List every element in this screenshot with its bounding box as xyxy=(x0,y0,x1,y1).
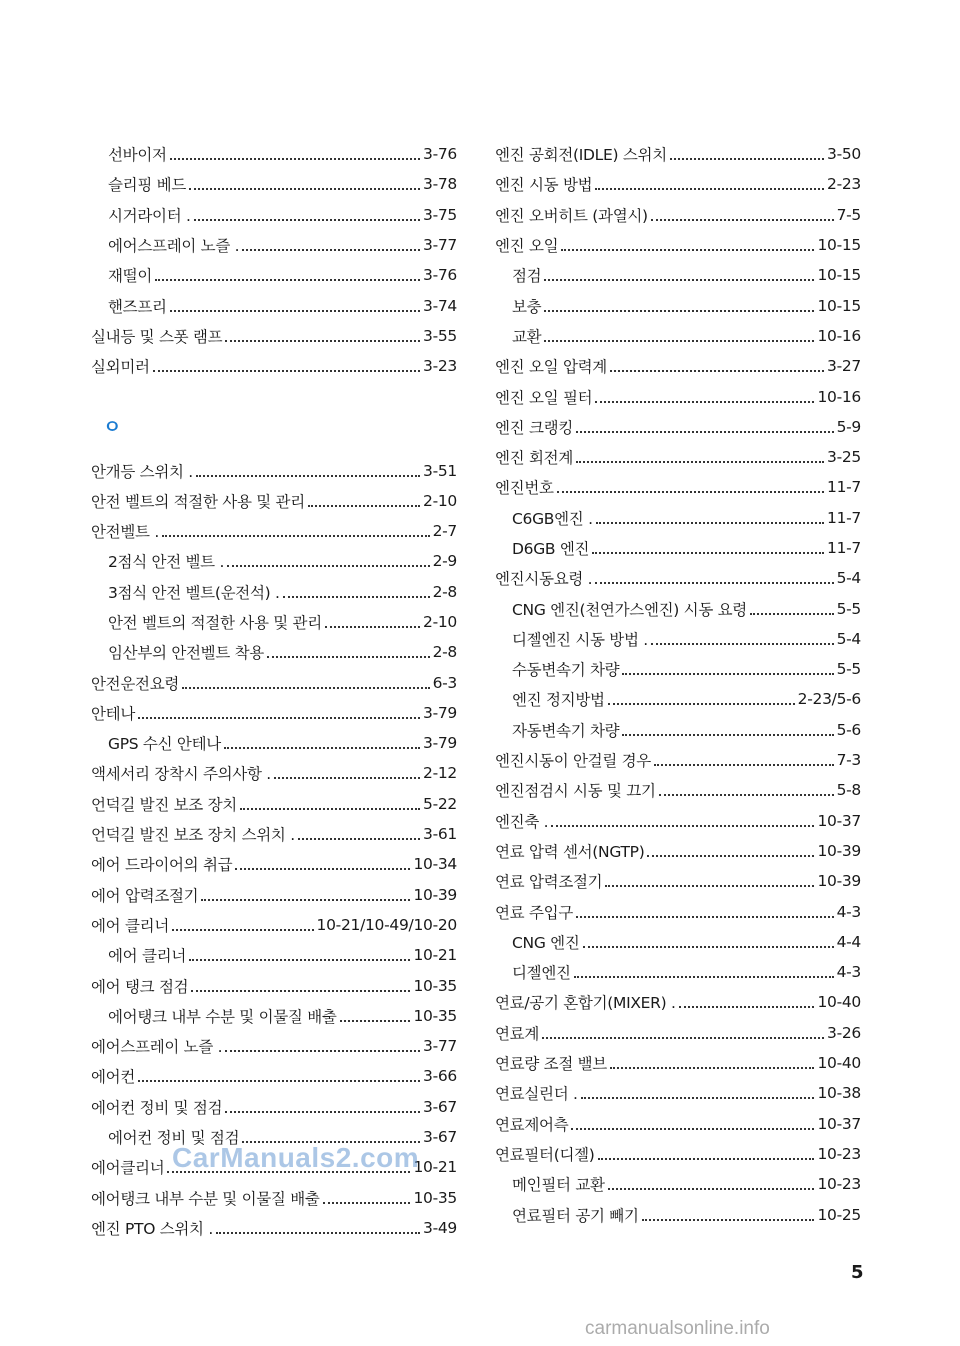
section-heading-ieung: ㅇ xyxy=(103,415,122,438)
dot-leader xyxy=(153,370,420,372)
index-entry xyxy=(495,1018,861,1048)
index-entry-page: 10-35 xyxy=(413,1188,457,1207)
index-entry-page: 3-67 xyxy=(423,1097,457,1116)
index-entry-label: 시거라이터 . xyxy=(108,206,191,225)
index-entry-page: 11-7 xyxy=(827,508,861,527)
index-entry xyxy=(495,381,861,411)
index-entry-page: 10-21 xyxy=(413,1158,457,1177)
index-entry-page: 2-10 xyxy=(423,613,457,631)
index-entry-page: 4-3 xyxy=(836,902,861,921)
dot-leader xyxy=(642,1219,815,1221)
index-entry xyxy=(495,1139,861,1169)
index-entry xyxy=(91,260,457,290)
dot-leader xyxy=(194,219,420,221)
index-entry-label: 안전 벨트의 적절한 사용 및 관리 xyxy=(108,614,322,632)
index-entry-label: 임산부의 안전벨트 착용 xyxy=(108,644,264,663)
index-entry-page: 5-4 xyxy=(836,629,861,648)
index-entry-label: 에어 압력조절기 xyxy=(91,886,199,905)
index-entry-label: 엔진시동이 안걸릴 경우 xyxy=(495,752,651,771)
index-entry-label: 엔진시동요령 . xyxy=(495,570,593,589)
index-entry-label: 언덕길 발진 보조 장치 스위치 . xyxy=(91,826,295,845)
index-entry xyxy=(495,806,861,836)
dot-leader xyxy=(622,673,833,675)
index-entry-label: 핸즈프리 xyxy=(108,297,167,316)
index-entry xyxy=(91,1031,457,1061)
index-entry xyxy=(91,351,457,381)
dot-leader xyxy=(308,505,420,507)
index-entry-label: 에어탱크 내부 수분 및 이물질 배출 xyxy=(108,1007,337,1026)
index-entry xyxy=(91,1092,457,1122)
index-entry-label: 에어 클리너 xyxy=(108,947,186,966)
index-entry xyxy=(495,563,861,593)
index-entry xyxy=(495,684,861,714)
index-entry-page: 11-7 xyxy=(827,478,861,497)
dot-leader xyxy=(227,565,429,567)
index-entry-page: 10-15 xyxy=(817,236,861,255)
dot-leader xyxy=(576,916,834,918)
dot-leader xyxy=(172,929,314,931)
dot-leader xyxy=(583,946,834,948)
index-entry xyxy=(91,698,457,728)
index-entry xyxy=(495,927,861,957)
index-entry-page: 2-23/5-6 xyxy=(797,690,861,709)
index-entry-label: 에어컨 정비 및 점검 xyxy=(91,1098,223,1117)
index-entry xyxy=(495,1199,861,1229)
index-entry-page: 10-25 xyxy=(817,1205,861,1224)
watermark-footer: carmanualsonline.info xyxy=(585,1318,770,1339)
index-entry-label: 연료 주입구 xyxy=(495,903,573,922)
dot-leader xyxy=(576,461,824,463)
index-entry-label: 에어스프레이 노즐 . xyxy=(91,1038,223,1057)
index-entry xyxy=(91,880,457,910)
dot-leader xyxy=(598,1158,815,1160)
dot-leader xyxy=(242,249,420,251)
index-entry-label: 엔진번호 xyxy=(495,479,554,498)
index-entry xyxy=(495,957,861,987)
index-group-o-continued xyxy=(495,139,861,1230)
index-entry-label: 엔진 오버히트 (과열시) xyxy=(495,206,648,225)
index-entry-page: 2-9 xyxy=(432,552,457,571)
dot-leader xyxy=(155,279,420,281)
index-entry xyxy=(495,715,861,745)
index-entry-label: 점검 xyxy=(512,267,542,286)
index-entry xyxy=(495,745,861,775)
index-entry-page: 10-39 xyxy=(817,841,861,860)
index-column-left xyxy=(91,139,457,1243)
index-entry xyxy=(91,230,457,260)
index-entry xyxy=(91,546,457,576)
index-entry xyxy=(91,200,457,230)
index-entry-label: 연료제어측 xyxy=(495,1115,569,1134)
index-entry xyxy=(495,351,861,381)
index-entry-label: 연료계 xyxy=(495,1024,540,1043)
index-entry-page: 10-39 xyxy=(413,885,457,904)
index-entry-page: 10-15 xyxy=(817,296,861,315)
dot-leader xyxy=(138,717,420,719)
index-entry-label: 연료실린더 . xyxy=(495,1085,578,1104)
index-entry-label: 에어 드라이어의 취급 xyxy=(91,856,233,875)
dot-leader xyxy=(138,1080,420,1082)
index-entry xyxy=(91,728,457,758)
dot-leader xyxy=(544,310,814,312)
index-entry xyxy=(495,896,861,926)
index-entry xyxy=(495,260,861,290)
index-entry xyxy=(495,1169,861,1199)
index-entry-label: 2점식 안전 벨트 . xyxy=(108,553,225,572)
index-entry xyxy=(495,321,861,351)
index-entry xyxy=(495,442,861,472)
index-entry xyxy=(495,472,861,502)
dot-leader xyxy=(647,855,814,857)
index-entry xyxy=(495,836,861,866)
index-entry-page: 5-22 xyxy=(423,794,457,813)
dot-leader xyxy=(651,219,834,221)
index-entry xyxy=(495,987,861,1017)
index-entry-label: 에어컨 정비 및 점검 xyxy=(108,1129,240,1148)
dot-leader xyxy=(595,582,833,584)
index-entry xyxy=(91,667,457,697)
index-entry-label: 에어컨 xyxy=(91,1068,136,1087)
index-entry xyxy=(91,849,457,879)
index-entry xyxy=(495,1109,861,1139)
index-entry xyxy=(91,1061,457,1091)
index-entry-page: 10-23 xyxy=(817,1175,861,1194)
index-entry xyxy=(91,139,457,169)
dot-leader xyxy=(592,552,824,554)
index-entry-page: 3-25 xyxy=(827,448,861,467)
index-entry-label: 슬리핑 베드 xyxy=(108,176,186,195)
dot-leader xyxy=(323,1202,411,1204)
index-entry xyxy=(495,290,861,320)
index-entry xyxy=(495,624,861,654)
index-entry-label: 언덕길 발진 보조 장치 xyxy=(91,795,237,814)
dot-leader xyxy=(162,535,430,537)
index-entry-label: 3점식 안전 벨트(운전석) . xyxy=(108,583,280,602)
index-entry-page: 10-21 xyxy=(413,946,457,965)
dot-leader xyxy=(561,249,814,251)
index-entry-page: 3-75 xyxy=(423,205,457,224)
index-entry xyxy=(495,533,861,563)
dot-leader xyxy=(574,976,834,978)
index-entry xyxy=(91,607,457,637)
index-entry-label: 안전 벨트의 적절한 사용 및 관리 xyxy=(91,492,305,511)
index-entry-page: 3-50 xyxy=(827,145,861,164)
index-entry xyxy=(91,290,457,320)
dot-leader xyxy=(557,491,824,493)
dot-leader xyxy=(679,1006,815,1008)
index-entry-label: 에어 클리너 xyxy=(91,916,169,935)
index-entry-label: 엔진 오일 xyxy=(495,237,559,256)
index-entry-label: 자동변속기 차량 xyxy=(512,721,620,740)
index-entry-page: 3-78 xyxy=(423,175,457,194)
index-entry xyxy=(495,654,861,684)
dot-leader xyxy=(274,777,420,779)
index-entry-page: 3-23 xyxy=(423,357,457,376)
index-entry-page: 3-77 xyxy=(423,236,457,255)
index-entry-page: 2-10 xyxy=(423,491,457,510)
dot-leader xyxy=(654,764,834,766)
index-entry xyxy=(495,866,861,896)
index-entry-page: 5-8 xyxy=(836,781,861,800)
index-entry-label: 엔진 오일 필터 xyxy=(495,388,593,407)
index-entry-label: 실외미러 xyxy=(91,358,150,377)
index-entry xyxy=(91,516,457,546)
index-entry-page: 10-23 xyxy=(817,1144,861,1163)
dot-leader xyxy=(596,522,824,524)
index-entry xyxy=(495,169,861,199)
index-entry-page: 10-16 xyxy=(817,387,861,406)
index-column-right xyxy=(495,139,861,1230)
index-entry-page: 2-8 xyxy=(432,582,457,601)
index-entry xyxy=(495,230,861,260)
index-entry-label: 연료 압력 센서(NGTP) xyxy=(495,842,645,861)
index-entry-label: C6GB엔진 . xyxy=(512,509,593,528)
index-entry-page: 5-5 xyxy=(836,660,861,679)
dot-leader xyxy=(750,613,834,615)
dot-leader xyxy=(610,1067,814,1069)
index-entry xyxy=(495,775,861,805)
dot-leader xyxy=(240,808,420,810)
dot-leader xyxy=(544,279,814,281)
index-entry xyxy=(91,819,457,849)
index-entry-label: 선바이저 xyxy=(108,146,167,165)
index-entry-label: 연료 압력조절기 xyxy=(495,873,603,892)
dot-leader xyxy=(216,1232,420,1234)
index-entry-page: 10-15 xyxy=(817,266,861,285)
index-entry-page: 3-27 xyxy=(827,357,861,376)
dot-leader xyxy=(189,188,420,190)
index-entry-label: 에어클리너 xyxy=(91,1159,165,1178)
dot-leader xyxy=(170,158,420,160)
index-entry-label: 실내등 및 스폿 램프 xyxy=(91,327,223,346)
index-entry xyxy=(91,1213,457,1243)
index-entry xyxy=(91,940,457,970)
dot-leader xyxy=(608,1188,815,1190)
index-entry xyxy=(91,1183,457,1213)
index-entry-page: 3-55 xyxy=(423,326,457,345)
index-entry-label: 에어 탱크 점검 xyxy=(91,977,189,996)
index-entry-page: 3-67 xyxy=(423,1128,457,1147)
index-entry-label: 교환 xyxy=(512,327,542,346)
dot-leader xyxy=(191,990,410,992)
index-entry xyxy=(91,758,457,788)
index-entry-label: 안전벨트 . xyxy=(91,523,159,542)
dot-leader xyxy=(225,1050,420,1052)
index-entry-page: 3-74 xyxy=(423,296,457,315)
index-entry-label: 보충 xyxy=(512,297,542,316)
index-entry-page: 2-8 xyxy=(432,643,457,662)
index-entry-page: 3-76 xyxy=(423,145,457,164)
index-entry-label: 에어탱크 내부 수분 및 이물질 배출 xyxy=(91,1189,320,1208)
index-entry xyxy=(495,139,861,169)
index-entry xyxy=(495,200,861,230)
dot-leader xyxy=(622,734,833,736)
index-entry-page: 3-49 xyxy=(423,1218,457,1237)
dot-leader xyxy=(542,1037,824,1039)
index-entry-page: 2-7 xyxy=(432,522,457,541)
dot-leader xyxy=(325,626,420,628)
index-entry-label: 안테나 xyxy=(91,704,136,723)
index-entry-page: 3-61 xyxy=(423,825,457,844)
dot-leader xyxy=(298,838,420,840)
dot-leader xyxy=(182,687,430,689)
index-entry-page: 10-35 xyxy=(413,1006,457,1025)
index-entry-page: 3-79 xyxy=(423,734,457,753)
index-entry-label: D6GB 엔진 xyxy=(512,540,590,558)
index-entry-page: 5-9 xyxy=(836,417,861,436)
index-entry-page: 10-35 xyxy=(413,976,457,995)
dot-leader xyxy=(610,370,824,372)
dot-leader xyxy=(267,656,430,658)
index-entry xyxy=(91,1001,457,1031)
dot-leader xyxy=(225,1111,420,1113)
index-entry-page: 4-3 xyxy=(836,963,861,982)
index-entry-page: 10-40 xyxy=(817,1054,861,1073)
index-entry-label: 디젤엔진 시동 방법 . xyxy=(512,630,648,649)
index-entry-label: 연료필터 공기 빼기 xyxy=(512,1206,639,1225)
index-entry-label: 엔진 회전계 xyxy=(495,449,573,468)
index-entry-label: 연료필터(디젤) xyxy=(495,1145,595,1164)
index-group-s xyxy=(91,139,457,381)
index-entry-page: 5-6 xyxy=(836,720,861,739)
dot-leader xyxy=(651,643,834,645)
index-entry xyxy=(91,910,457,940)
index-entry-page: 3-79 xyxy=(423,703,457,722)
index-entry-page: 10-38 xyxy=(817,1084,861,1103)
index-entry xyxy=(91,637,457,667)
dot-leader xyxy=(608,703,795,705)
index-entry-page: 6-3 xyxy=(432,673,457,692)
index-entry-label: GPS 수신 안테나 xyxy=(108,735,221,754)
dot-leader xyxy=(571,1128,814,1130)
dot-leader xyxy=(170,310,420,312)
dot-leader xyxy=(201,899,410,901)
index-entry-label: 연료/공기 혼합기(MIXER) . xyxy=(495,994,676,1013)
index-entry-label: 엔진 PTO 스위치 . xyxy=(91,1219,213,1238)
index-entry-label: 엔진축 . xyxy=(495,812,549,831)
index-entry xyxy=(495,412,861,442)
index-entry xyxy=(91,169,457,199)
index-entry xyxy=(495,1078,861,1108)
index-entry-page: 2-12 xyxy=(423,764,457,783)
index-entry-page: 10-34 xyxy=(413,855,457,874)
dot-leader xyxy=(544,340,814,342)
index-entry xyxy=(91,970,457,1000)
index-entry-label: CNG 엔진 xyxy=(512,933,580,952)
dot-leader xyxy=(283,596,430,598)
index-entry xyxy=(91,455,457,485)
index-entry-label: 엔진 정지방법 xyxy=(512,691,605,710)
dot-leader xyxy=(659,794,834,796)
index-entry-label: 엔진 시동 방법 xyxy=(495,176,593,195)
index-entry-page: 10-37 xyxy=(817,811,861,830)
index-entry-label: 엔진 크랭킹 xyxy=(495,418,573,437)
watermark-carmanuals: CarManuals2.com xyxy=(172,1142,420,1173)
index-entry xyxy=(495,1048,861,1078)
index-entry-page: 11-7 xyxy=(827,539,861,557)
dot-leader xyxy=(605,885,814,887)
index-entry-label: 수동변속기 차량 xyxy=(512,661,620,680)
index-entry-page: 2-23 xyxy=(827,175,861,194)
index-entry xyxy=(91,486,457,516)
dot-leader xyxy=(551,825,814,827)
dot-leader xyxy=(225,340,420,342)
index-entry-label: 안전운전요령 xyxy=(91,674,180,693)
index-entry-label: 액세서리 장착시 주의사항 . xyxy=(91,765,271,784)
index-entry-label: 메인필터 교환 xyxy=(512,1176,605,1195)
index-entry-page: 4-4 xyxy=(836,932,861,951)
index-entry-page: 7-5 xyxy=(836,205,861,224)
index-entry-page: 10-21/10-49/10-20 xyxy=(316,915,457,934)
index-entry-page: 10-16 xyxy=(817,326,861,345)
index-entry-label: 재떨이 xyxy=(108,267,153,286)
index-entry-label: 엔진 오일 압력계 xyxy=(495,358,607,377)
index-entry-label: 엔진점검시 시동 및 끄기 xyxy=(495,782,656,801)
index-entry-page: 3-66 xyxy=(423,1067,457,1086)
index-entry-page: 10-40 xyxy=(817,993,861,1012)
dot-leader xyxy=(670,158,824,160)
index-entry-page: 3-26 xyxy=(827,1023,861,1042)
index-entry-label: 연료량 조절 밸브 xyxy=(495,1055,607,1074)
index-entry-label: CNG 엔진(천연가스엔진) 시동 요령 xyxy=(512,600,747,619)
dot-leader xyxy=(595,188,824,190)
index-entry-label: 에어스프레이 노즐 . xyxy=(108,237,240,256)
index-entry xyxy=(91,321,457,351)
index-entry-page: 5-4 xyxy=(836,569,861,588)
page-number: 5 xyxy=(851,1262,864,1283)
index-entry-page: 3-76 xyxy=(423,266,457,285)
index-entry-page: 7-3 xyxy=(836,751,861,770)
dot-leader xyxy=(189,959,410,961)
dot-leader xyxy=(581,1097,815,1099)
index-entry xyxy=(91,789,457,819)
index-entry xyxy=(495,503,861,533)
dot-leader xyxy=(595,401,814,403)
dot-leader xyxy=(235,868,410,870)
index-entry-page: 5-5 xyxy=(836,599,861,618)
dot-leader xyxy=(224,747,420,749)
dot-leader xyxy=(196,475,420,477)
index-entry-label: 엔진 공회전(IDLE) 스위치 xyxy=(495,146,667,165)
dot-leader xyxy=(340,1020,411,1022)
index-entry xyxy=(495,593,861,623)
index-entry-page: 3-77 xyxy=(423,1037,457,1056)
index-entry-page: 10-37 xyxy=(817,1114,861,1133)
dot-leader xyxy=(576,431,834,433)
index-entry xyxy=(91,577,457,607)
index-entry-label: 디젤엔진 xyxy=(512,964,571,983)
index-entry-label: 안개등 스위치 . xyxy=(91,462,193,481)
index-entry-page: 10-39 xyxy=(817,872,861,891)
index-entry-page: 3-51 xyxy=(423,461,457,480)
index-group-o xyxy=(91,455,457,1243)
